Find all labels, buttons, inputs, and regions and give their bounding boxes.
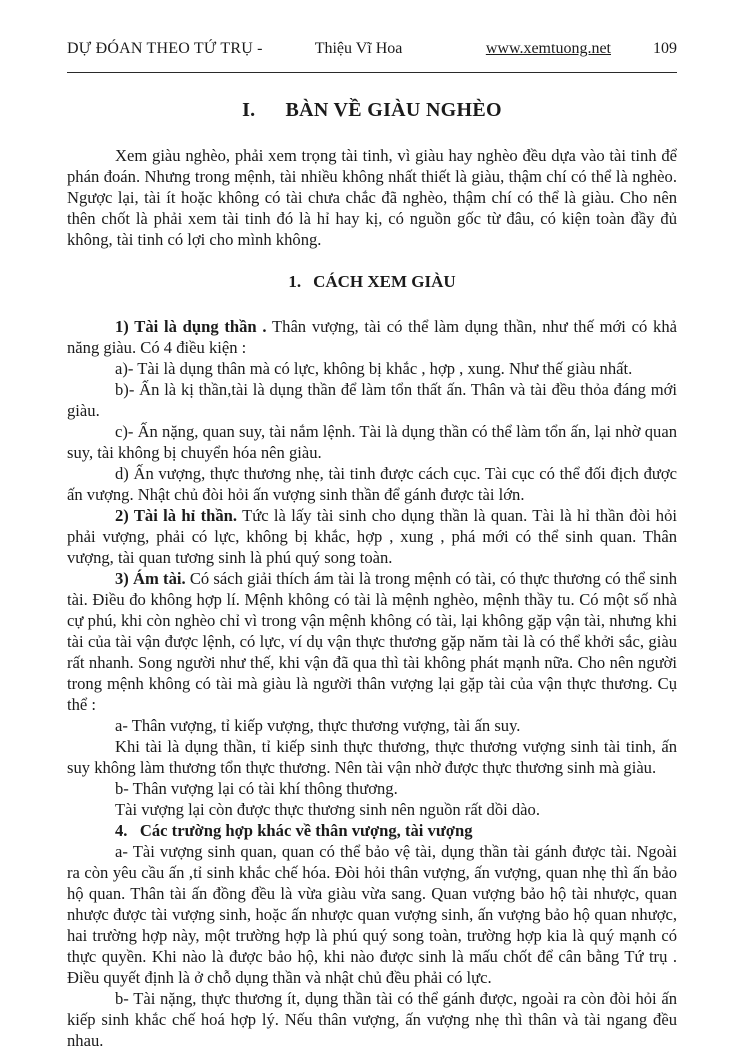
running-header [67,40,677,73]
paragraph-5-text: d) Ấn vượng, thực thương nhẹ, tài tinh được cách cục. Tài cục có thể đối địch được ấn vượng. Nhật chủ đòi hỏi ấn vượng sinh thần để gánh được tài lớn. [67,464,677,504]
paragraph-6-text: Tức là lấy tài sinh cho dụng thần là quan. Tài là hỉ thần đòi hỏi phải vượng, phải có lực, không bị khắc, hợp , xung , phá mới có thể sinh quan. Thân vượng, tài quan tương sinh là phú quý song toàn. [67,506,677,567]
paragraph-14-text: b- Tài nặng, thực thương ít, dụng thần tài có thể gánh được, ngoài ra còn đòi hỏi ấn kiếp sinh khắc chế hoá hợp lý. Nếu thân vượng, ấn vượng nhẹ thì thân và tài ngang đều nhau. [67,989,677,1050]
paragraph-3-text: b)- Ấn là kị thần,tài là dụng thần để làm tổn thất ấn. Thân và tài đều thỏa đáng mới giàu. [67,380,677,420]
subsection-4-heading [67,820,677,841]
paragraph-1-lead: 1) Tài là dụng thần . [115,317,267,336]
paragraph-7-lead: 3) Ám tài. [115,569,186,588]
paragraph-7-text: Có sách giải thích ám tài là trong mệnh có tài, có thực thương có thể sinh tài. Điều đo không hợp lí. Mệnh không có tài là mệnh nghèo, mệnh thầy tu. Có một số nhà cự phú, khi còn nghèo chỉ vì trong vận mệnh không có tài, lại không gặp vận tài, nhưng khi tài của tài vận được lệnh, có lực, ví dụ vận thực thương gặp năm tài là có thể khởi sắc, giàu rất nhanh. Song người như thế, khi vận đã qua thì tài không phát mạnh nữa. Cho nên người trong mệnh không có tài mà giàu là người thân vượng lại gặp tài của vận thực thương. Cụ thể : [67,569,677,714]
paragraph-3 [67,379,677,421]
paragraph-6 [67,505,677,568]
paragraph-2 [67,358,677,379]
paragraph-11-text: Tài vượng lại còn được thực thương sinh nên nguồn rất dồi dào. [115,800,540,819]
book-title: DỰ ĐÓAN THEO TỨ TRỤ - [67,40,263,57]
paragraph-8-text: a- Thân vượng, tỉ kiếp vượng, thực thương vượng, tài ấn suy. [115,716,521,735]
paragraph-4 [67,421,677,463]
paragraph-11 [67,799,677,820]
paragraph-7 [67,568,677,715]
page-number: 109 [653,40,677,57]
paragraph-1-text: Thân vượng, tài có thể làm dụng thần, như thế mới có khả năng giàu. Có 4 điều kiện : [67,317,677,357]
paragraph-13-text: a- Tài vượng sinh quan, quan có thể bảo vệ tài, dụng thần tài gánh được tài. Ngoài ra còn yêu cầu ấn ,tỉ sinh khắc chế hóa. Đòi hỏi thân vượng, ấn vượng, quan nhẹ thì ấn bảo hộ quan. Thân tài ấn đồng đều là vừa giàu vừa sang. Quan vượng bảo hộ tài nhược, quan nhược được tài vượng sinh, hoặc ấn nhược quan vượng sinh, ấn vượng bảo hộ quan nhược, hai trường hợp này, một trường hợp là phú quý song toàn, trường hợp kia là quý mạnh có thực quyền. Khi nào là được bảo hộ, khi nào được sinh là mấu chốt để cân bằng Tứ trụ . Điều quyết định là ở chỗ dụng thần và nhật chủ đều phải có lực. [67,842,677,987]
paragraph-1 [67,316,677,358]
author-name: Thiệu Vĩ Hoa [314,40,403,57]
chapter-numeral: I. [242,99,256,121]
subsection-4-heading-lead: 4. Các trường hợp khác về thân vượng, tài vượng [115,821,473,840]
paragraph-10-text: b- Thân vượng lại có tài khí thông thương. [115,779,398,798]
website-link[interactable]: www.xemtuong.net [485,40,611,57]
paragraph-14 [67,988,677,1051]
paragraph-2-text: a)- Tài là dụng thân mà có lực, không bị khắc , hợp , xung. Như thế giàu nhất. [115,359,633,378]
paragraph-13 [67,841,677,988]
paragraph-9 [67,736,677,778]
paragraph-5 [67,463,677,505]
paragraph-10 [67,778,677,799]
paragraph-6-lead: 2) Tài là hỉ thần. [115,506,238,525]
paragraph-4-text: c)- Ấn nặng, quan suy, tài nắm lệnh. Tài là dụng thần có thể làm tổn ấn, lại nhờ quan suy, tài không bị chuyển hóa nên giàu. [67,422,677,462]
section-heading-text: CÁCH XEM GIÀU [313,272,456,291]
paragraph-9-text: Khi tài là dụng thần, tỉ kiếp sinh thực thương, thực thương vượng sinh tài tinh, ấn suy không làm thương tổn thực thương. Nên tài vận nhờ được thực thương sinh mà giàu. [67,737,677,777]
section-heading [67,271,677,292]
document-body [67,145,677,1051]
chapter-title [67,99,677,122]
section-number: 1. [288,272,302,291]
intro-paragraph: Xem giàu nghèo, phải xem trọng tài tinh, vì giàu hay nghèo đều dựa vào tài tinh để phán đoán. Nhưng trong mệnh, tài nhiều không nhất thiết là giàu, thậm chí có thể là nghèo. Ngược lại, tài ít hoặc không có tài chưa chắc đã nghèo, thậm chí có thể là giàu. Cho nên thên chốt là phải xem tài tinh đó là hỉ hay kị, có nguồn gốc từ đâu, có kiện toàn đầy đủ không, tài tinh có lợi cho mình không. [67,146,677,249]
paragraph-8 [67,715,677,736]
chapter-title-text: BÀN VỀ GIÀU NGHÈO [285,99,502,121]
